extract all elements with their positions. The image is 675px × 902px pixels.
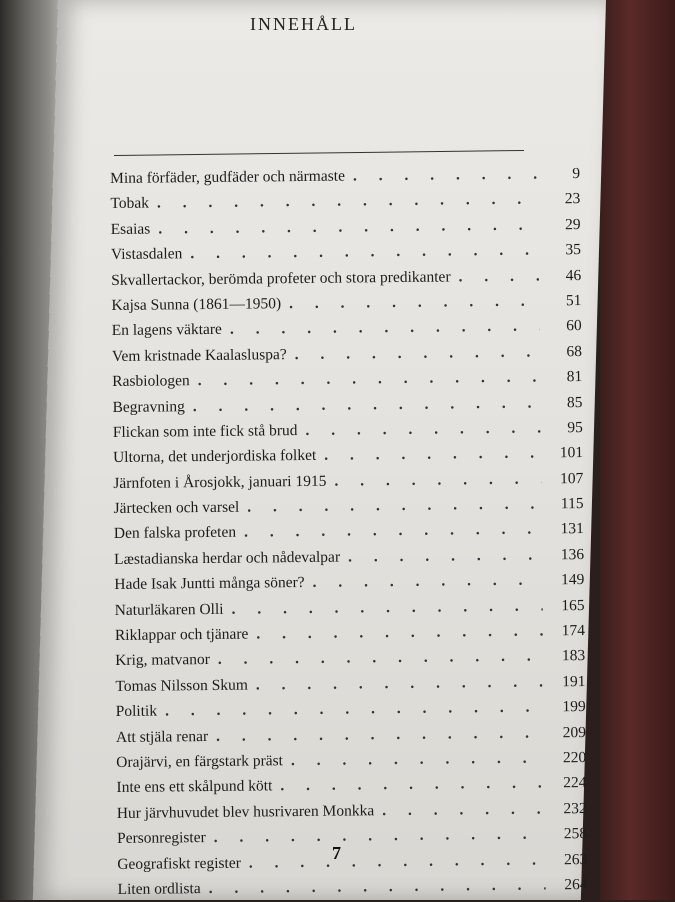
background-fabric (600, 0, 675, 900)
toc-entry-page: 29 (565, 215, 581, 234)
dot-leader (230, 314, 540, 343)
toc-entry-page: 81 (566, 368, 583, 386)
toc-entry-page: 183 (561, 647, 586, 665)
dot-leader (291, 745, 545, 773)
toc-entry-page: 232 (563, 799, 587, 818)
toc-entry-page: 191 (562, 672, 586, 691)
dot-leader (348, 542, 542, 569)
toc-entry-title: Politik (115, 702, 158, 721)
toc-entry-title: Mina förfäder, gudfäder och närmaste (110, 167, 346, 187)
dot-leader (216, 720, 544, 749)
toc-entry-title: Tomas Nilsson Skum (115, 676, 248, 695)
dot-leader (190, 238, 539, 267)
toc-entry-title: Hade Isak Juntti många söner? (114, 574, 305, 594)
toc-entry-page: 131 (560, 520, 584, 538)
dot-leader (209, 872, 546, 901)
toc-entry-page: 209 (562, 723, 587, 741)
dot-leader (165, 695, 544, 724)
toc-entry-title: Personregister (116, 829, 206, 848)
dot-leader (312, 568, 542, 596)
toc-entry-page: 258 (563, 825, 588, 843)
toc-entry-page: 46 (565, 266, 582, 284)
toc-entry-title: Hur järvhuvudet blev husrivaren Monkka (116, 802, 375, 822)
dot-leader (193, 390, 541, 419)
dot-leader (256, 669, 544, 697)
toc-entry-page: 224 (563, 774, 587, 792)
toc-entry-title: Læstadianska herdar och nådevalpar (114, 548, 341, 568)
toc-entry-title: Vem kristnade Kaalasluspa? (111, 345, 287, 365)
toc-entry-title: Ultorna, det underjordiska folket (112, 447, 317, 467)
toc-entry-page: 263 (563, 850, 588, 868)
dot-leader (305, 415, 541, 443)
toc-entry-page: 101 (559, 444, 584, 462)
dot-leader (244, 517, 542, 546)
toc-entry-page: 165 (561, 596, 585, 614)
toc-entry-title: Riklappar och tjänare (114, 625, 249, 645)
toc-entry-page: 23 (564, 190, 581, 208)
dot-leader (295, 339, 541, 367)
toc-entry-page: 220 (562, 749, 587, 767)
toc-entry-page: 68 (566, 342, 583, 360)
dot-leader (353, 162, 538, 189)
toc-entry-title: Rasbiologen (112, 372, 190, 391)
toc-entry (117, 872, 587, 902)
toc-entry-title: Tobak (110, 194, 149, 213)
page-title: INNEHÅLL (250, 14, 357, 34)
dot-leader (231, 593, 542, 622)
toc-entry-title: En lagens väktare (111, 321, 222, 340)
dot-leader (334, 466, 541, 494)
dot-leader (458, 263, 539, 289)
toc-entry-title: Esaias (110, 220, 151, 238)
toc-entry-title: Vistasdalen (110, 245, 183, 264)
toc-entry-title: Järnfoten i Årosjokk, januari 1915 (113, 472, 327, 492)
dot-leader (249, 847, 546, 876)
toc-entry-title: Flickan som inte fick stå brud (112, 421, 298, 441)
toc-entry-page: 51 (565, 292, 582, 310)
dot-leader (324, 441, 541, 469)
toc-entry-page: 35 (565, 241, 581, 259)
dot-leader (247, 492, 542, 520)
toc-entry-title: Begravning (112, 397, 185, 416)
dot-leader (382, 796, 545, 823)
toc-entry-page: 199 (562, 698, 586, 716)
toc-entry-title: Naturläkaren Olli (114, 600, 224, 619)
toc-entry-title: Liten ordlista (117, 880, 201, 898)
toc-entry-page: 107 (559, 469, 584, 487)
toc-entry-page: 60 (566, 317, 582, 335)
page-number: 7 (332, 843, 341, 863)
toc-entry-title: Krig, matvanor (115, 651, 210, 670)
toc-entry-page: 85 (566, 393, 583, 411)
dot-leader (256, 619, 543, 647)
dot-leader (289, 288, 540, 316)
toc-entry-title: Geografiskt register (117, 854, 241, 873)
toc-entry-page: 136 (560, 545, 585, 564)
dot-leader (218, 644, 544, 673)
toc-entry-page: 95 (567, 418, 583, 437)
toc-entry-page: 149 (561, 571, 585, 589)
dot-leader (214, 822, 546, 851)
dot-leader (280, 771, 544, 799)
toc-entry-page: 264 (564, 875, 588, 894)
dot-leader (158, 212, 539, 241)
toc-entry-title: Inte ens ett skålpund kött (116, 777, 273, 797)
toc-entry-page: 174 (561, 622, 585, 640)
toc-entry-title: Orajärvi, en färgstark präst (116, 752, 284, 771)
toc-entry-title: Den falska profeten (113, 524, 237, 543)
toc-entry-page: 115 (560, 495, 584, 513)
dot-leader (198, 365, 541, 394)
toc-entry-title: Att stjäla renar (115, 727, 209, 746)
toc-entry-title: Skvallertackor, berömda profeter och stora predikanter (111, 268, 451, 289)
toc-entry-page: 9 (572, 165, 581, 183)
table-of-contents (110, 161, 588, 898)
toc-entry-title: Kajsa Sunna (1861—1950) (111, 295, 282, 314)
toc-entry-title: Järtecken och varsel (113, 498, 240, 518)
